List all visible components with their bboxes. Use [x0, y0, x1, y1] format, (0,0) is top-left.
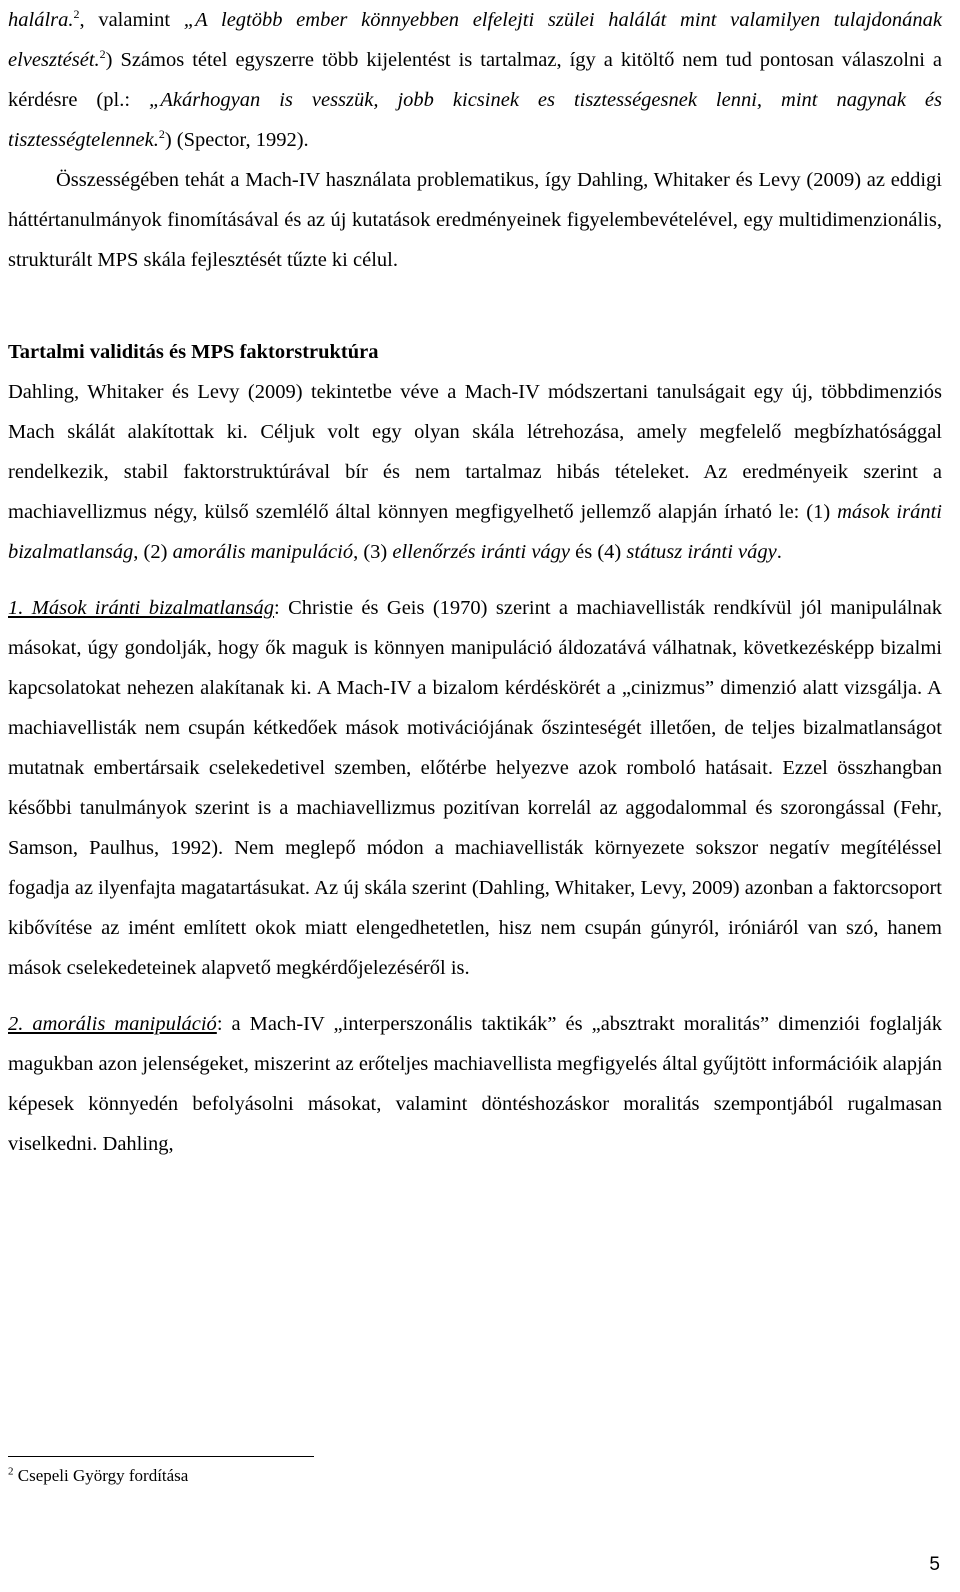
text-run: ) Számos tétel egyszerre több kijelentést is tartalmaz, így a kitöltő nem tud pontosan válaszolni a kérdésre (pl.: [8, 49, 942, 111]
text-run: Christie és Geis (1970) szerint a machiavellisták rendkívül jól manipulálnak másokat, úgy gondolják, hogy ők maguk is könnyen manipuláció áldozatává válhatnak, következésképp bizalmi kapcsolatokat nehezen alakítanak ki. A Mach-IV a bizalom kérdéskörét a „cinizmus” dimenzió alatt vizsgálja. A machiavellisták nem csupán kétkedőek mások motivációjának őszinteségét illetően, de teljes bizalmatlanságot mutatnak embertársaik cselekedetivel szemben, előtérbe helyezve azok romboló hatásait. Ezzel összhangban későbbi tanulmányok szerint is a machiavellizmus pozitívan korrelál az aggodalommal és szorongással (Fehr, Samson, Paulhus, 1992). Nem meglepő módon a machiavellisták környezete sokszor negatív megítéléssel fogadja az ilyenfajta magatartásukat. Az új skála szerint (Dahling, Whitaker, Levy, 2009) azonban a faktorcsoport kibővítése az imént említett okok miatt elengedhetetlen, hisz nem csupán gúnyról, iróniáról van szó, hanem mások cselekedeteinek alapvető megkérdőjelezéséről is. [8, 597, 942, 979]
term-italic: ellenőrzés iránti vágy [392, 541, 571, 563]
quote-italic: „A legtöbb ember könnyebben elfelejti szülei halálát mint valamilyen tulajdonának elvesztését. [8, 9, 942, 71]
text-run: : [216, 1013, 223, 1035]
paragraph-quotes [8, 0, 942, 160]
footnote-number: 2 [8, 1465, 14, 1478]
text-run: Dahling, Whitaker és Levy (2009) tekintetbe véve a Mach-IV módszertani tanulságait egy új, többdimenziós Mach skálát alakítottak ki. Céljuk volt egy olyan skála létrehozása, amely megfelelő megbízhatósággal rendelkezik, stabil faktorstruktúrával bír és nem tartalmaz hibás tételeket. Az eredményeik szerint a machiavellizmus négy, külső szemlélő által könnyen megfigyelhető jellemző alapján írható le: (1) [8, 381, 942, 523]
footnote-ref: 2 [158, 127, 165, 142]
text-run: . [776, 541, 782, 563]
footnote [8, 1466, 188, 1486]
footnote-text: Csepeli György fordítása [13, 1466, 189, 1485]
document-page [8, 0, 942, 1164]
footnote-ref: 2 [99, 47, 106, 62]
section-heading: Tartalmi validitás és MPS faktorstruktúra [8, 341, 379, 363]
paragraph-summary: Összességében tehát a Mach-IV használata problematikus, így Dahling, Whitaker és Levy (2009) az eddigi háttértanulmányok finomításával és az új kutatások eredményeinek figyelembevételével, egy multidimenzionális, strukturált MPS skála fejlesztését tűzte ki célul. [8, 169, 942, 271]
text-run: és (4) [570, 541, 627, 563]
quote-italic: „Akárhogyan is vesszük, jobb kicsinek es tisztességesnek lenni, mint nagynak és tisztességtelennek. [8, 89, 942, 151]
term-italic: státusz iránti vágy [626, 541, 777, 563]
subsection-label: 2. amorális manipuláció [8, 1013, 217, 1035]
term-italic: mások iránti bizalmatlanság [8, 501, 942, 563]
text-run: , (3) [353, 541, 393, 563]
subsection-label: 1. Mások iránti bizalmatlanság [8, 597, 275, 619]
text-run: ) (Spector, 1992). [164, 129, 309, 151]
footnote-divider [8, 1456, 314, 1457]
text-run: halálra. [8, 9, 74, 31]
text-run: a Mach-IV „interperszonális taktikák” és „absztrakt moralitás” dimenziói foglalják magukban azon jelenségeket, miszerint az erőteljes machiavellista megfigyelés által gyűjtött információik alapján képesek könnyedén befolyásolni másokat, valamint döntéshozáskor moralitás szempontjából rugalmasan viselkedni. Dahling, [8, 1013, 942, 1155]
text-run: : [274, 597, 280, 619]
paragraph-distrust [8, 588, 942, 988]
text-run: , (2) [133, 541, 173, 563]
footnote-ref: 2 [73, 7, 80, 22]
term-italic: amorális manipuláció [172, 541, 354, 563]
paragraph-manipulation [8, 1004, 942, 1164]
text-run: , valamint [79, 9, 184, 31]
paragraph-dimensions [8, 372, 942, 572]
page-number: 5 [929, 1554, 940, 1575]
